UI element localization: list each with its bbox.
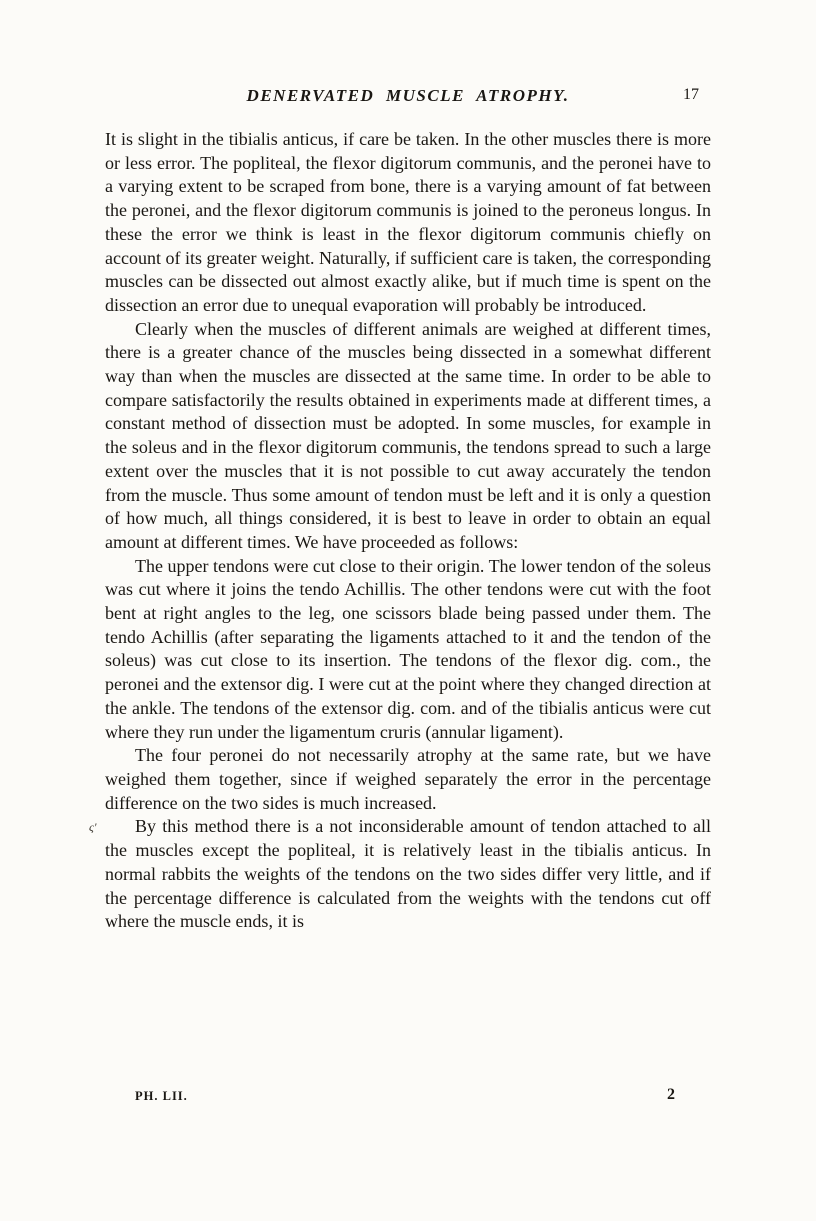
page-footer bbox=[105, 1086, 711, 1108]
paragraph: The four peronei do not necessarily atrophy at the same rate, but we have weighed them together, since if weighed separately the error in the percentage difference on the two sides is much increased. bbox=[105, 745, 711, 813]
margin-mark: ς' bbox=[89, 820, 97, 835]
page-title: DENERVATED MUSCLE ATROPHY. bbox=[246, 86, 570, 105]
journal-signature: PH. LII. bbox=[135, 1089, 188, 1103]
page-body bbox=[89, 128, 712, 934]
paragraph bbox=[89, 815, 711, 934]
paragraph: It is slight in the tibialis anticus, if care be taken. In the other muscles there is more or less error. The popliteal, the flexor digitorum communis, and the peronei have to a varying extent to be scraped from bone, there is a varying amount of fat between the peronei, and the flexor digitorum communis is joined to the peroneus longus. In these the error we think is least in the flexor digitorum communis chiefly on account of its greater weight. Naturally, if sufficient care is taken, the corresponding muscles can be dissected out almost exactly alike, but if much time is spent on the dissection an error due to unequal evaporation will probably be introduced. bbox=[105, 129, 711, 315]
running-head bbox=[105, 86, 711, 110]
sheet-number: 2 bbox=[667, 1086, 675, 1103]
paragraph: The upper tendons were cut close to their origin. The lower tendon of the soleus was cut where it joins the tendo Achillis. The other tendons were cut with the foot bent at right angles to the leg, one scissors blade being passed under them. The tendo Achillis (after separating the ligaments attached to it and the tendon of the soleus) was cut close to its insertion. The tendons of the flexor dig. com., the peronei and the extensor dig. I were cut at the point where they changed direction at the ankle. The tendons of the extensor dig. com. and of the tibialis anticus were cut where they run under the ligamentum cruris (annular ligament). bbox=[105, 555, 712, 742]
page-number: 17 bbox=[683, 86, 699, 103]
paragraph-text: By this method there is a not inconsiderable amount of tendon attached to all the muscles except the popliteal, it is relatively least in the tibialis anticus. In normal rabbits the weights of the tendons on the two sides differ very little, and if the percentage difference is calculated from the weights with the tendons cut off where the muscle ends, it is bbox=[105, 816, 711, 932]
paragraph: Clearly when the muscles of different animals are weighed at different times, there is a greater chance of the muscles being dissected in a somewhat different way than when the muscles are dissected at the same time. In order to be able to compare satisfactorily the results obtained in experiments made at different times, a constant method of dissection must be adopted. In some muscles, for example in the soleus and in the flexor digitorum communis, the tendons spread to such a large extent over the muscles that it is not possible to cut away accurately the tendon from the muscle. Thus some amount of tendon must be left and it is only a question of how much, all things considered, it is best to leave in order to obtain an equal amount at different times. We have proceeded as follows: bbox=[105, 318, 711, 552]
text-column bbox=[89, 86, 712, 934]
